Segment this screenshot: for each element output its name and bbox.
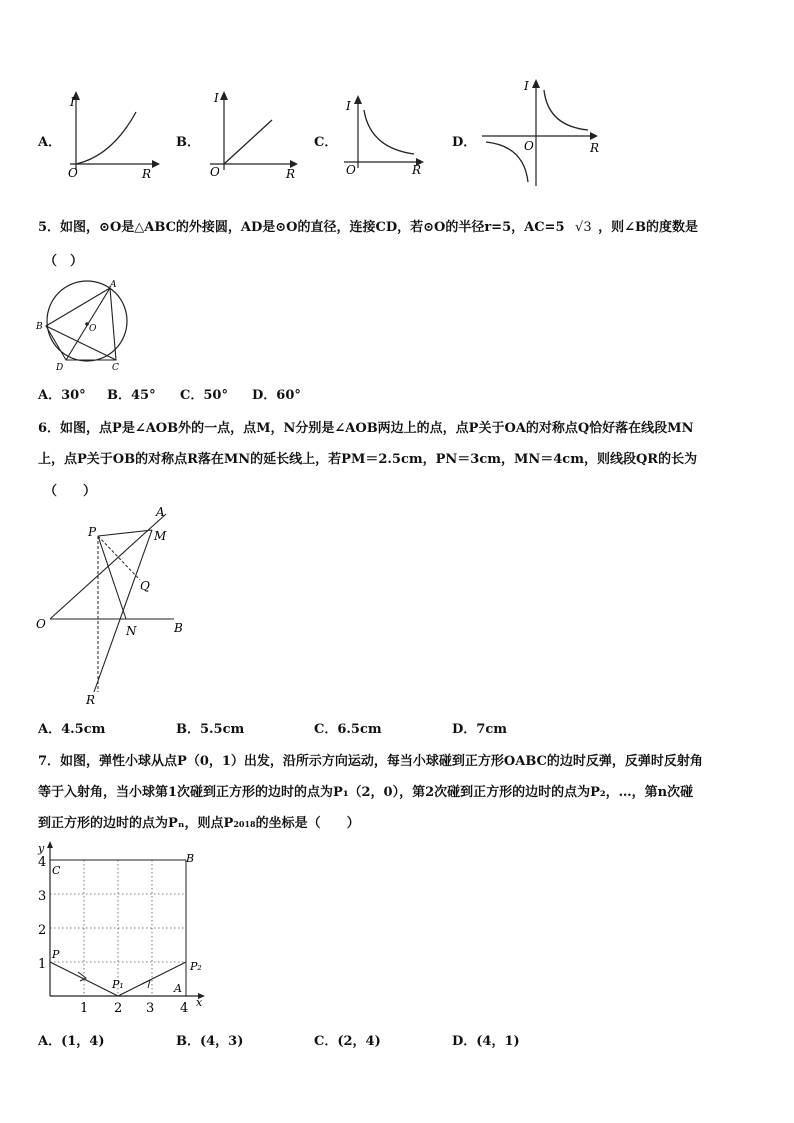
q6-option-b: B．5.5cm xyxy=(176,722,245,737)
q4-b-axis-y: I xyxy=(214,91,219,105)
q4-d-axis-x: R xyxy=(590,141,600,155)
q4-a-origin: O xyxy=(68,166,78,180)
q4-c-axis-x: R xyxy=(412,163,422,177)
q6-label-o: O xyxy=(36,617,46,631)
q5-stem-text: 5．如图，⊙O是△ABC的外接圆，AD是⊙O的直径，连接CD，若⊙O的半径r=5，AC=5 xyxy=(38,220,565,235)
q4-c-axis-y: I xyxy=(346,99,351,113)
q4-graph-b xyxy=(200,88,300,181)
q7-xtick-1: 1 xyxy=(80,1001,89,1016)
q7-label-a: A xyxy=(174,982,182,995)
q6-label-n: N xyxy=(126,624,137,638)
q7-option-c: C．(2，4) xyxy=(314,1034,381,1049)
q6-label-r: R xyxy=(86,693,96,707)
q7-label-b: B xyxy=(186,852,195,865)
q7-option-d: D．(4，1) xyxy=(452,1034,520,1049)
q7-option-a: A．(1，4) xyxy=(38,1034,105,1049)
q6-label-b: B xyxy=(174,621,183,635)
q7-axis-y: y xyxy=(38,842,45,855)
q7-label-p2: P₂ xyxy=(190,960,202,973)
q5-label-b: B xyxy=(36,322,43,332)
q7-stem-subscript: 2018 xyxy=(233,819,256,829)
q5-option-c: C．50° xyxy=(180,388,228,403)
q7-label-p1: P₁ xyxy=(112,978,124,991)
q7-stem-text: 到正方形的边时的点为Pₙ，则点P xyxy=(38,816,234,831)
q6-stem-line3: （ ） xyxy=(44,484,97,499)
q4-a-axis-y: I xyxy=(70,95,75,109)
q5-stem-text-end: ，则∠B的度数是 xyxy=(598,220,699,235)
q6-option-d: D．7cm xyxy=(452,722,507,737)
q7-label-p: P xyxy=(52,948,60,961)
q6-option-a: A．4.5cm xyxy=(38,722,106,737)
q5-label-o: O xyxy=(89,324,97,334)
q4-option-d-label: D． xyxy=(452,135,477,150)
q5-stem-line1 xyxy=(38,216,698,235)
q7-ytick-2: 2 xyxy=(38,923,47,938)
q6-stem-line1: 6．如图，点P是∠AOB外的一点，点M，N分别是∠AOB两边上的点，点P关于OA的对称点Q恰好落在线段MN xyxy=(38,421,694,436)
q7-stem-line2: 等于入射角，当小球第1次碰到正方形的边时的点为P₁（2，0），第2次碰到正方形的边时的点为P₂，…，第n次碰 xyxy=(38,785,694,800)
q4-b-origin: O xyxy=(210,165,220,179)
q7-ytick-4: 4 xyxy=(38,855,47,870)
q4-c-origin: O xyxy=(346,163,356,177)
q5-option-d: D．60° xyxy=(252,388,301,403)
q4-graph-c xyxy=(338,90,428,180)
q6-label-m: M xyxy=(154,529,167,543)
q4-b-axis-x: R xyxy=(286,167,296,181)
q4-a-axis-x: R xyxy=(142,167,152,181)
q7-axis-x: x xyxy=(196,996,203,1009)
q5-option-b: B．45° xyxy=(107,388,156,403)
q5-option-a: A．30° xyxy=(38,388,86,403)
q7-label-c: C xyxy=(52,864,61,877)
q7-stem-line1: 7．如图，弹性小球从点P（0，1）出发，沿所示方向运动，每当小球碰到正方形OABC的边时反弹，反弹时反射角 xyxy=(38,754,703,769)
q7-xtick-3: 3 xyxy=(146,1001,155,1016)
q7-stem-text-end: 的坐标是（ ） xyxy=(255,816,360,831)
q4-option-a-label: A． xyxy=(38,135,62,150)
q7-xtick-2: 2 xyxy=(114,1001,123,1016)
q5-label-c: C xyxy=(112,363,119,373)
q6-label-p: P xyxy=(88,525,97,539)
q4-graph-a xyxy=(60,88,160,181)
q6-option-c: C．6.5cm xyxy=(314,722,382,737)
q5-stem-line2: （ ） xyxy=(44,254,84,269)
q6-figure xyxy=(34,502,194,712)
q4-graph-d xyxy=(478,76,604,188)
q7-xtick-4: 4 xyxy=(180,1001,189,1016)
q6-label-a: A xyxy=(156,505,165,519)
q5-figure xyxy=(32,276,132,376)
q7-ytick-1: 1 xyxy=(38,957,47,972)
q7-ytick-3: 3 xyxy=(38,889,47,904)
q7-stem-line3 xyxy=(38,812,360,831)
q6-stem-line2: 上，点P关于OB的对称点R落在MN的延长线上，若PM＝2.5cm，PN＝3cm，MN＝4cm，则线段QR的长为 xyxy=(38,452,698,467)
q6-label-q: Q xyxy=(140,579,150,593)
q4-d-origin: O xyxy=(524,139,534,153)
q7-figure xyxy=(30,838,220,1016)
q4-option-c-label: C． xyxy=(314,135,338,150)
q4-d-axis-y: I xyxy=(524,79,529,93)
q4-option-b-label: B． xyxy=(176,135,200,150)
q5-label-a: A xyxy=(110,280,117,290)
q5-sqrt: √3 xyxy=(575,220,592,235)
q7-option-b: B．(4，3) xyxy=(176,1034,244,1049)
q5-label-d: D xyxy=(56,363,64,373)
